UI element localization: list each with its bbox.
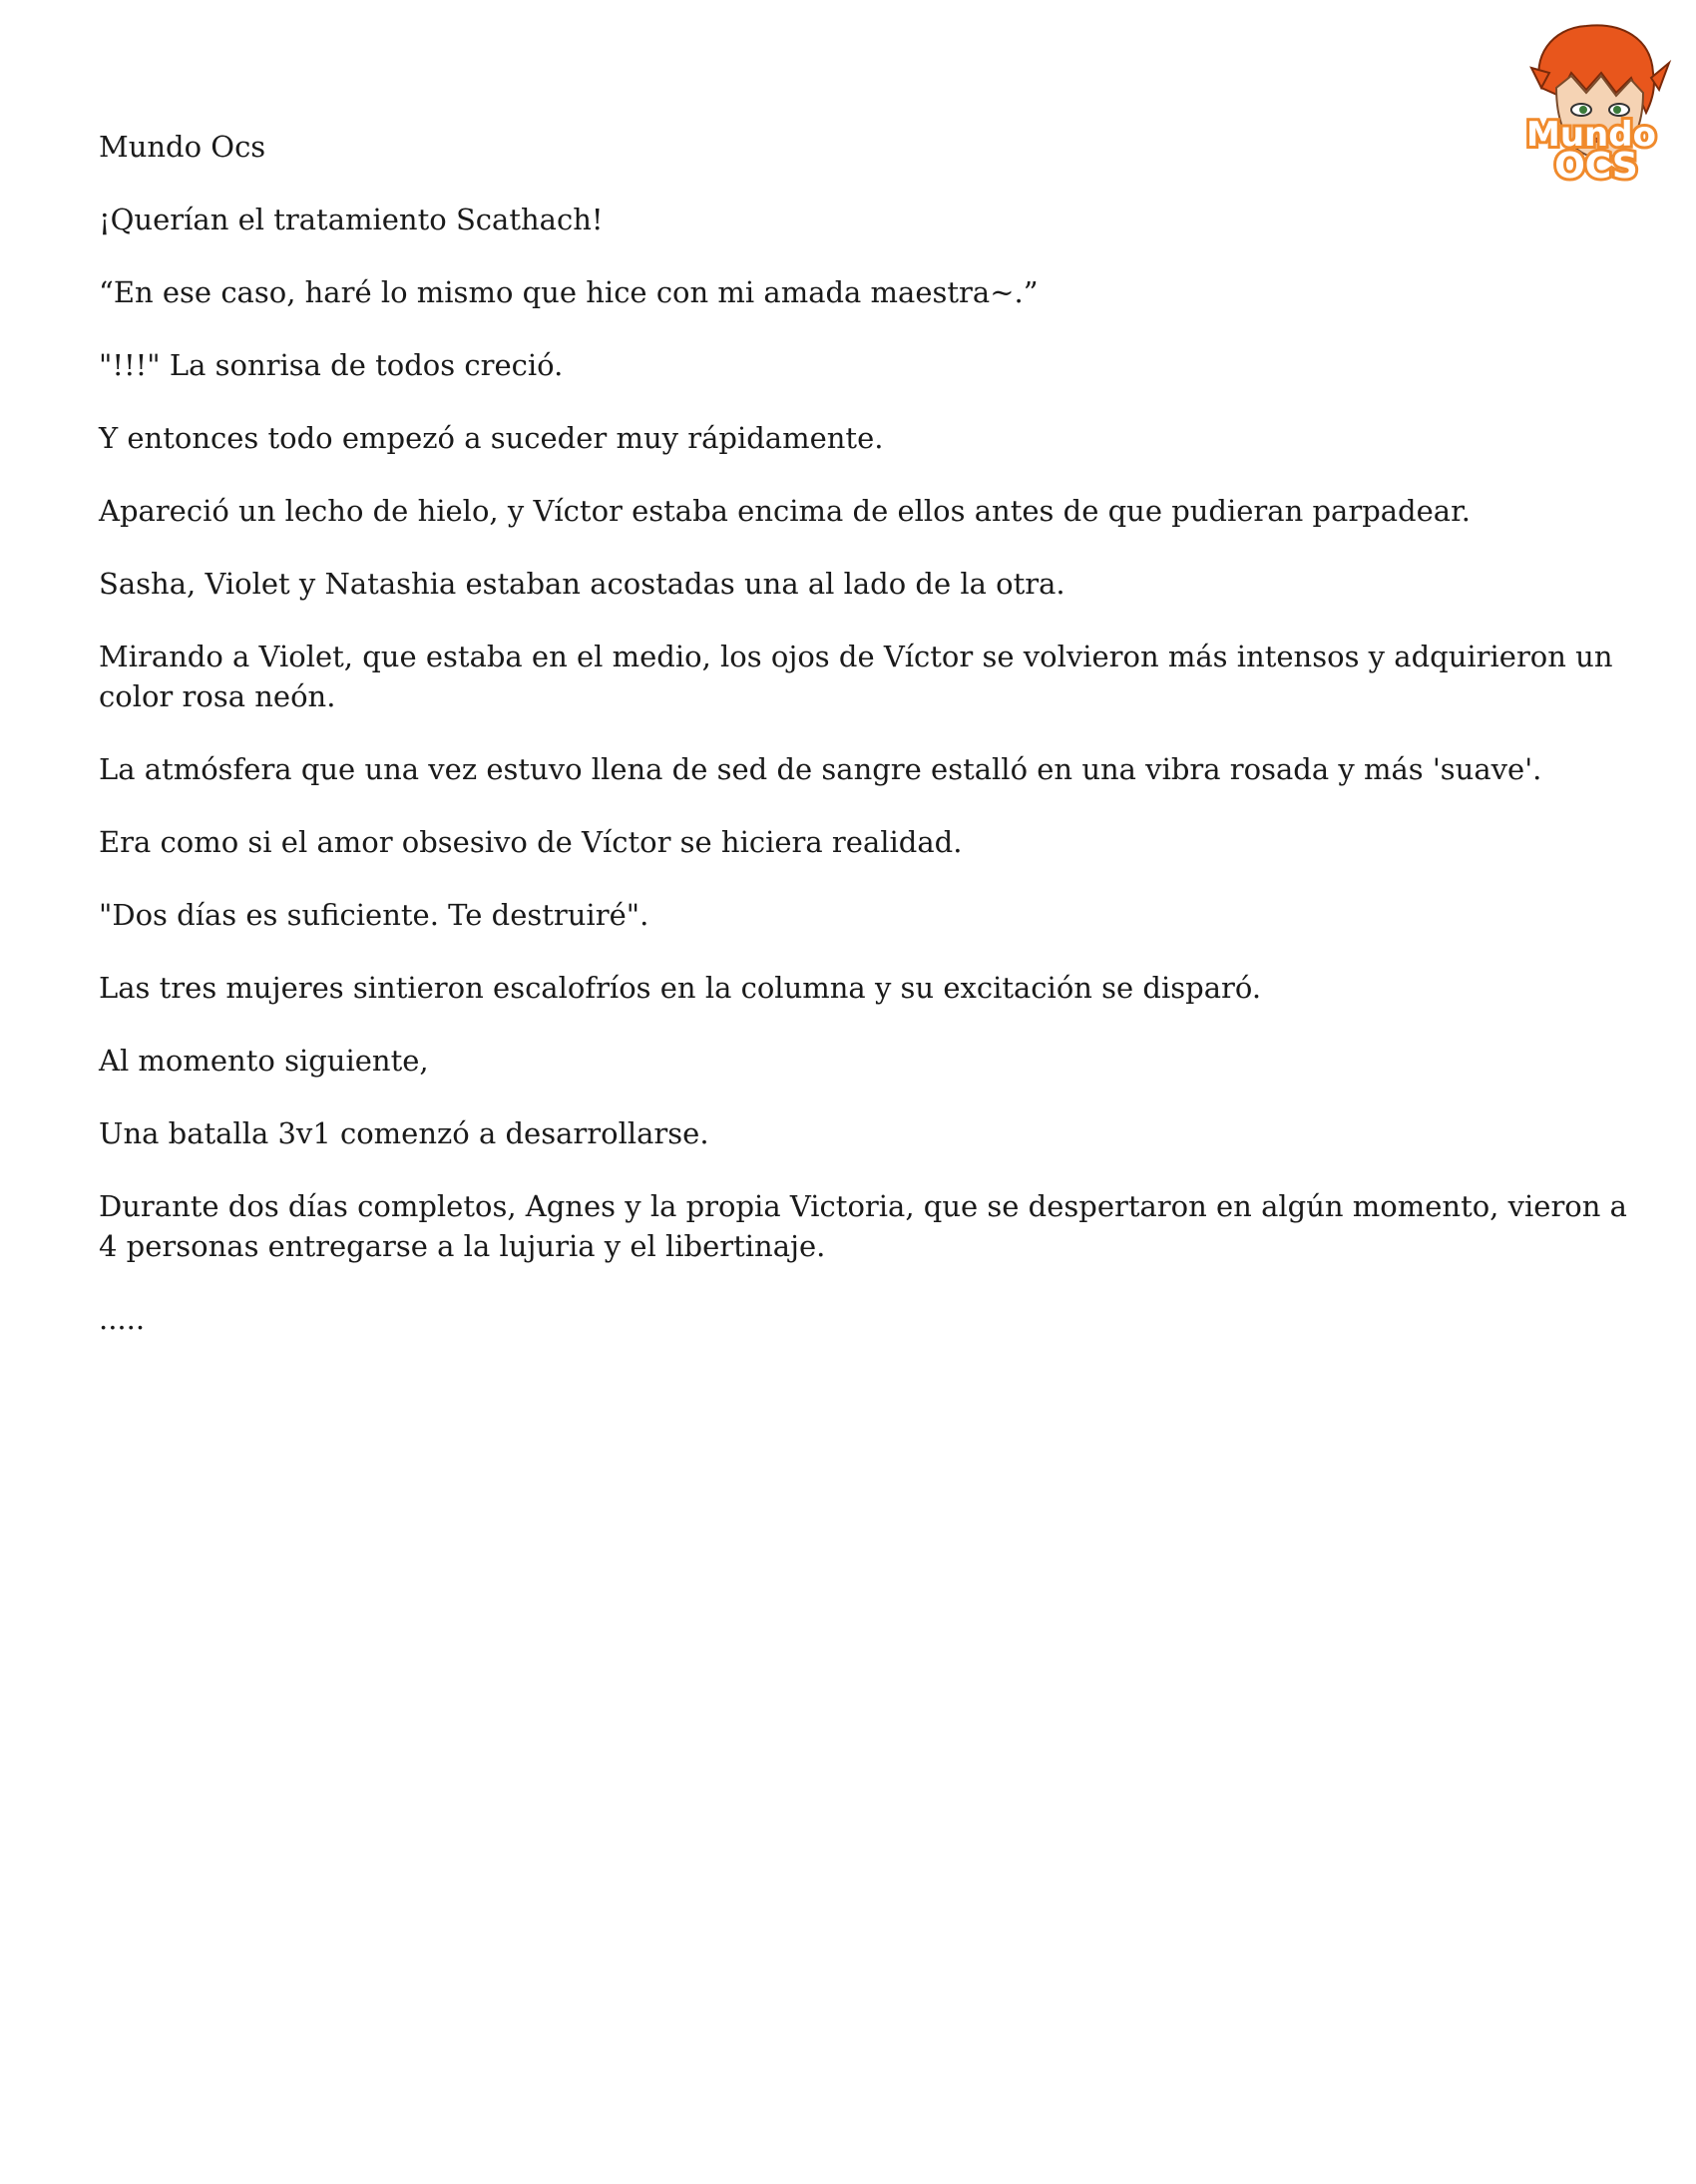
paragraph: La atmósfera que una vez estuvo llena de sed de sangre estalló en una vibra rosada y más 'suave'. xyxy=(99,752,1542,786)
paragraph: ..... xyxy=(99,1302,146,1336)
paragraph: Y entonces todo empezó a suceder muy rápidamente. xyxy=(99,421,884,455)
paragraph: Las tres mujeres sintieron escalofríos en la columna y su excitación se disparó. xyxy=(99,971,1262,1005)
svg-text:OCS: OCS xyxy=(1554,146,1638,187)
paragraph: Era como si el amor obsesivo de Víctor se hiciera realidad. xyxy=(99,825,963,859)
paragraph: “En ese caso, haré lo mismo que hice con mi amada maestra~.” xyxy=(99,275,1039,309)
paragraph: Mundo Ocs xyxy=(99,130,266,164)
svg-text:Mundo: Mundo xyxy=(1526,115,1656,155)
paragraph: Durante dos días completos, Agnes y la propia Victoria, que se despertaron en algún momento, vieron a 4 personas entregarse a la lujuria y el libertinaje. xyxy=(99,1189,1627,1263)
paragraph: Sasha, Violet y Natashia estaban acostadas una al lado de la otra. xyxy=(99,567,1065,601)
paragraph: ¡Querían el tratamiento Scathach! xyxy=(99,203,604,236)
paragraph: Apareció un lecho de hielo, y Víctor estaba encima de ellos antes de que pudieran parpadear. xyxy=(99,494,1471,528)
paragraph: "!!!" La sonrisa de todos creció. xyxy=(99,348,564,382)
paragraph: Al momento siguiente, xyxy=(99,1044,429,1078)
document-body xyxy=(99,127,1640,1372)
paragraph: "Dos días es suficiente. Te destruiré". xyxy=(99,898,649,932)
paragraph: Mirando a Violet, que estaba en el medio, los ojos de Víctor se volvieron más intensos y adquirieron un color rosa neón. xyxy=(99,640,1613,713)
paragraph: Una batalla 3v1 comenzó a desarrollarse. xyxy=(99,1116,709,1150)
